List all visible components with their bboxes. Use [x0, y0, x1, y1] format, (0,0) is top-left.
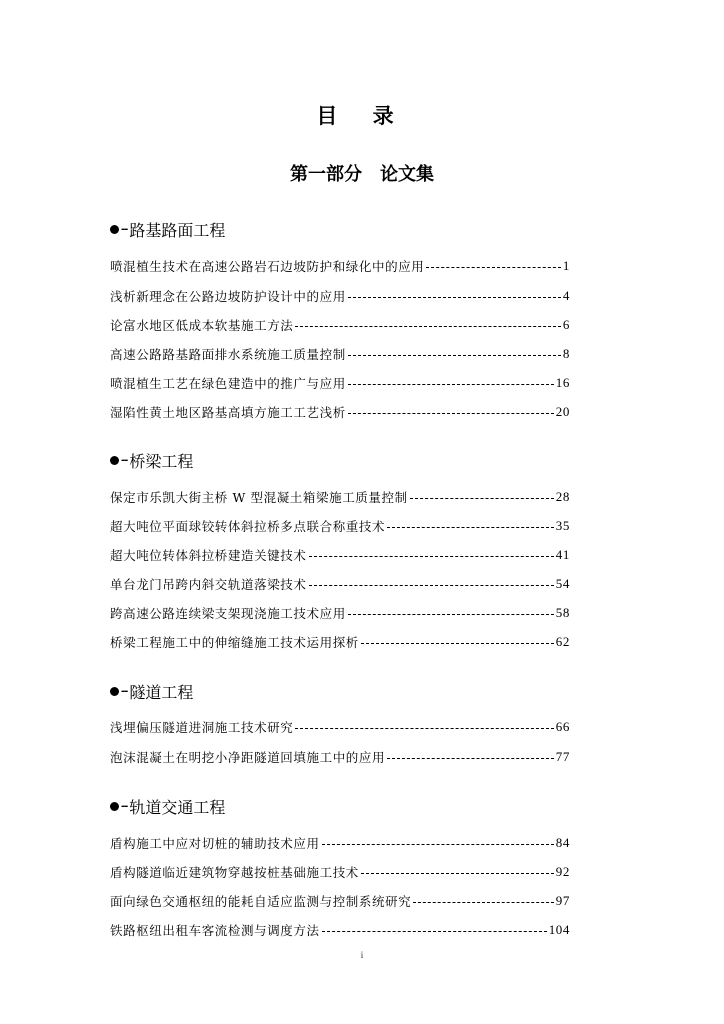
dot-leader — [322, 931, 547, 932]
page-subtitle: 第一部分 论文集 — [290, 164, 434, 185]
bullet-icon — [110, 687, 119, 696]
toc-entry-title: 湿陷性黄土地区路基高填方施工工艺浅析 — [110, 405, 346, 420]
dash-icon: -- — [121, 685, 128, 697]
toc-entry-title: 论富水地区低成本软基施工方法 — [110, 318, 294, 333]
toc-entry[interactable] — [110, 545, 570, 565]
toc-entry-page: 58 — [555, 605, 570, 620]
toc-entry[interactable] — [110, 603, 570, 623]
toc-entry-page: 4 — [562, 288, 570, 303]
dot-leader — [387, 527, 554, 528]
toc-entry-page: 92 — [555, 864, 570, 879]
bullet-icon — [110, 456, 119, 465]
toc-entry-title: 泡沫混凝土在明挖小净距隧道回填施工中的应用 — [110, 750, 386, 765]
section-title: 桥梁工程 — [129, 451, 194, 471]
toc-entry-title: 铁路枢纽出租车客流检测与调度方法 — [110, 923, 320, 938]
toc-entry-title: 面向绿色交通枢纽的能耗自适应监测与控制系统研究 — [110, 894, 412, 909]
dot-leader — [348, 384, 554, 385]
toc-entry-title: 喷混植生工艺在绿色建造中的推广与应用 — [110, 376, 346, 391]
toc-entry-title: 单台龙门吊跨内斜交轨道落梁技术 — [110, 577, 307, 592]
dot-leader — [295, 326, 560, 327]
toc-entry-page: 41 — [555, 547, 570, 562]
dot-leader — [348, 614, 554, 615]
toc-entry-page: 77 — [555, 749, 570, 764]
section-title: 路基路面工程 — [129, 220, 226, 240]
toc-entry-page: 97 — [555, 893, 570, 908]
toc-entry-title: 桥梁工程施工中的伸缩缝施工技术运用探析 — [110, 635, 359, 650]
page-number: i — [360, 950, 364, 960]
toc-entry[interactable] — [110, 920, 570, 940]
toc-entry[interactable] — [110, 862, 570, 882]
toc-entry-page: 66 — [555, 719, 570, 734]
toc-entry[interactable] — [110, 373, 570, 393]
dash-icon: -- — [121, 223, 128, 235]
toc-entry[interactable] — [110, 516, 570, 536]
toc-entry[interactable] — [110, 256, 570, 276]
toc-entry[interactable] — [110, 717, 570, 737]
section-header-tunnel — [110, 680, 193, 702]
dot-leader — [322, 844, 554, 845]
toc-entry-title: 超大吨位平面球铰转体斜拉桥多点联合称重技术 — [110, 519, 386, 534]
section-title: 轨道交通工程 — [129, 797, 226, 817]
toc-entry-title: 保定市乐凯大街主桥 W 型混凝土箱梁施工质量控制 — [110, 490, 408, 505]
section-header-bridge — [110, 449, 193, 471]
toc-entry-title: 跨高速公路连续梁支架现浇施工技术应用 — [110, 606, 346, 621]
page-title: 目 录 — [316, 104, 408, 128]
toc-entry-title: 高速公路路基路面排水系统施工质量控制 — [110, 347, 346, 362]
toc-entry[interactable] — [110, 891, 570, 911]
toc-entry-title: 浅埋偏压隧道进洞施工技术研究 — [110, 720, 294, 735]
bullet-icon — [110, 802, 119, 811]
toc-entry-page: 6 — [562, 317, 570, 332]
dot-leader — [426, 267, 560, 268]
toc-entry[interactable] — [110, 833, 570, 853]
toc-entry-page: 28 — [555, 489, 570, 504]
toc-entry-page: 84 — [555, 835, 570, 850]
toc-entry[interactable] — [110, 747, 570, 767]
dot-leader — [295, 728, 553, 729]
toc-entry[interactable] — [110, 487, 570, 507]
toc-entry-page: 54 — [555, 576, 570, 591]
dot-leader — [387, 758, 554, 759]
dot-leader — [348, 297, 561, 298]
dot-leader — [413, 902, 553, 903]
dot-leader — [410, 498, 554, 499]
toc-entry[interactable] — [110, 402, 570, 422]
toc-entry-title: 超大吨位转体斜拉桥建造关键技术 — [110, 548, 307, 563]
dot-leader — [309, 556, 554, 557]
toc-entry-page: 20 — [555, 404, 570, 419]
dot-leader — [348, 355, 561, 356]
toc-entry[interactable] — [110, 344, 570, 364]
toc-entry[interactable] — [110, 632, 570, 652]
section-header-rail — [110, 795, 225, 817]
toc-entry-page: 8 — [562, 346, 570, 361]
dot-leader — [361, 873, 554, 874]
dot-leader — [361, 643, 554, 644]
toc-entry[interactable] — [110, 574, 570, 594]
section-title: 隧道工程 — [129, 682, 194, 702]
toc-entry-page: 16 — [555, 375, 570, 390]
section-header-roadbed — [110, 218, 225, 240]
toc-entry[interactable] — [110, 315, 570, 335]
bullet-icon — [110, 225, 119, 234]
toc-entry-page: 35 — [555, 518, 570, 533]
dash-icon: -- — [121, 800, 128, 812]
dash-icon: -- — [121, 454, 128, 466]
toc-entry-title: 盾构隧道临近建筑物穿越按桩基础施工技术 — [110, 865, 359, 880]
toc-entry-title: 喷混植生技术在高速公路岩石边坡防护和绿化中的应用 — [110, 259, 425, 274]
toc-entry-title: 浅析新理念在公路边坡防护设计中的应用 — [110, 289, 346, 304]
toc-entry[interactable] — [110, 286, 570, 306]
toc-entry-page: 104 — [548, 922, 570, 937]
toc-entry-page: 62 — [555, 634, 570, 649]
toc-entry-page: 1 — [562, 258, 570, 273]
toc-entry-title: 盾构施工中应对切桩的辅助技术应用 — [110, 836, 320, 851]
dot-leader — [348, 413, 554, 414]
dot-leader — [309, 585, 554, 586]
